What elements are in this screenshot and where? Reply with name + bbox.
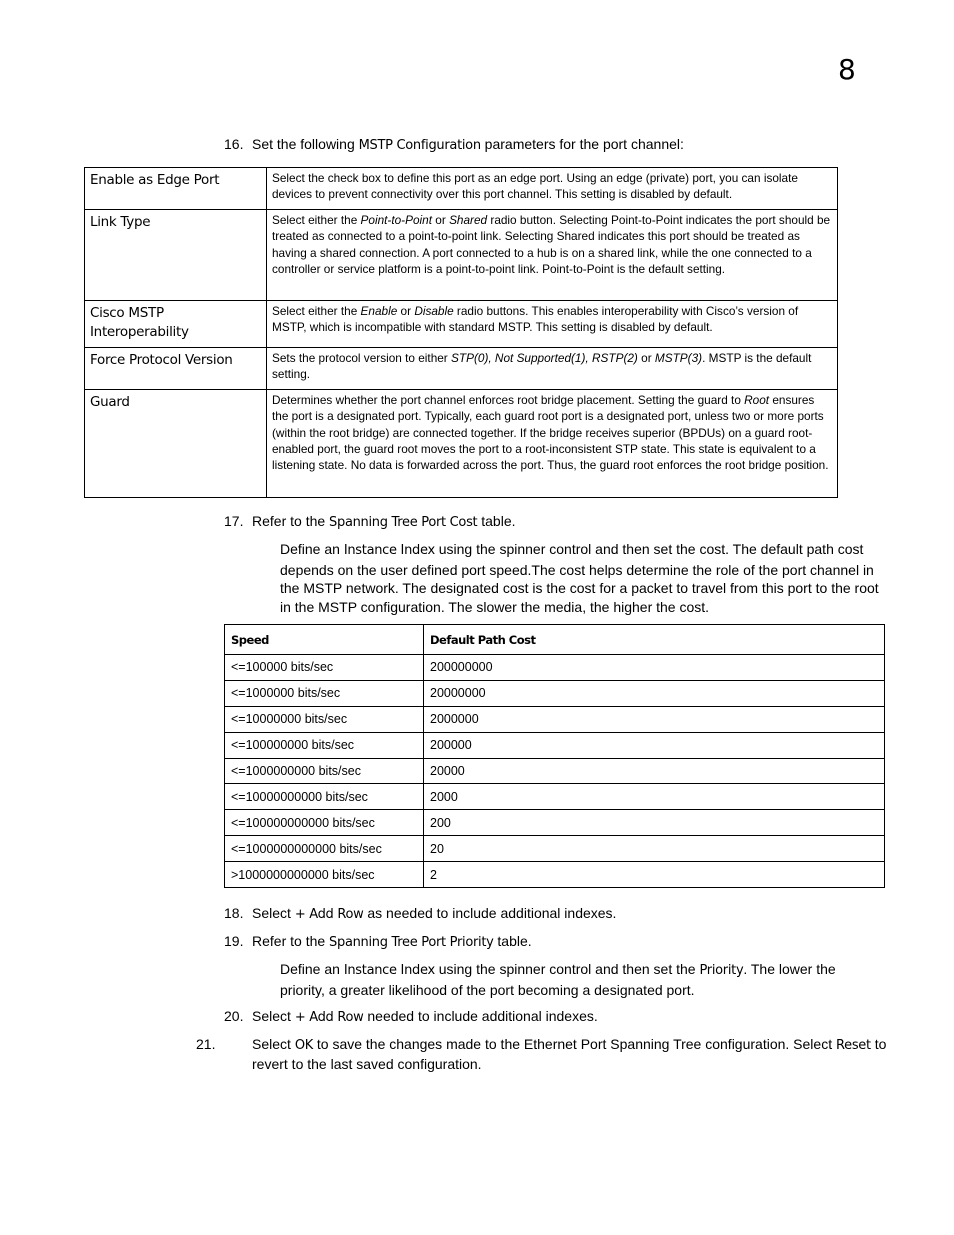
- step-17: [224, 512, 874, 532]
- speed-cell: <=10000000 bits/sec: [225, 706, 424, 732]
- step-text-end: as needed to include additional indexes.: [363, 905, 617, 921]
- port-cost-table: [224, 624, 885, 888]
- step-number: 16.: [224, 136, 244, 152]
- cost-cell: 200000: [424, 732, 885, 758]
- step-text-end: parameters for the port channel:: [480, 136, 684, 152]
- body-bold: Priority: [699, 963, 744, 978]
- body-bold: Instance Index: [343, 543, 435, 558]
- step-20: [224, 1007, 874, 1027]
- step-text: Select: [252, 1036, 295, 1052]
- table-row: [225, 706, 885, 732]
- cost-cell: 2000000: [424, 706, 885, 732]
- desc-text: Select either the: [272, 304, 361, 318]
- step-text-end: table.: [477, 513, 516, 529]
- param-name: Force Protocol Version: [85, 348, 267, 390]
- speed-cell: <=10000000000 bits/sec: [225, 784, 424, 810]
- chapter-number: 8: [838, 53, 856, 86]
- table-row: [225, 784, 885, 810]
- speed-cell: <=1000000000000 bits/sec: [225, 836, 424, 862]
- step-number: 17.: [224, 513, 244, 529]
- param-name: Cisco MSTP Interoperability: [85, 301, 267, 348]
- step-bold: Spanning Tree Port Cost: [329, 515, 478, 530]
- desc-italic: Shared: [449, 213, 488, 227]
- step-19: [224, 932, 874, 952]
- body-text: using the spinner control and then set the: [434, 961, 700, 977]
- step-bold: OK: [294, 1038, 313, 1053]
- step-number: 20.: [224, 1008, 244, 1024]
- step-number: 18.: [224, 905, 244, 921]
- table-row: [225, 862, 885, 888]
- table-row: [85, 301, 838, 348]
- desc-text: or: [397, 304, 415, 318]
- cost-cell: 200: [424, 810, 885, 836]
- body-text: Define an: [280, 961, 344, 977]
- desc-text: Select either the: [272, 213, 361, 227]
- step-text: Set the following: [252, 136, 359, 152]
- step-number: 19.: [224, 933, 244, 949]
- step-21: [196, 1035, 912, 1074]
- param-description: [267, 301, 838, 348]
- desc-text: radio button. Selecting Point-to-Point indicates the port should be treated as connected to a point-to-point link. Selecting Shared indicates this port should be treated as having a shared connection. A port connected to a hub is on a shared link, while the one connected to a controller or service platform is a point-to-point link. Point-to-Point is the default setting.: [272, 213, 831, 276]
- step-16: [224, 135, 874, 155]
- speed-cell: <=1000000 bits/sec: [225, 680, 424, 706]
- step-text-end: needed to include additional indexes.: [363, 1008, 598, 1024]
- desc-italic: Root: [744, 393, 770, 407]
- body-text-end: . The lower the priority, a greater likelihood of the port becoming a designated port.: [280, 961, 836, 998]
- speed-cell: <=100000000 bits/sec: [225, 732, 424, 758]
- step-bold: MSTP Configuration: [358, 138, 481, 153]
- param-name: Enable as Edge Port: [85, 168, 267, 210]
- param-name: Link Type: [85, 210, 267, 301]
- param-description: [267, 348, 838, 390]
- step-bold: + Add Row: [294, 1010, 364, 1025]
- desc-italic: Disable: [414, 304, 454, 318]
- table-row: [85, 210, 838, 301]
- desc-text: ensures the port is a designated port. Typically, each guard root port is a designated port, unless two or more ports (within the root bridge) are connected together. If the bridge receives superior (BPDUs) on a guard root-enabled port, the guard root moves the port to a root-inconsistent STP state. This state is equivalent to a listening state. No data is forwarded across the port. Thus, the guard root enforces the root bridge position.: [272, 393, 829, 473]
- table-row: [225, 810, 885, 836]
- desc-text: . MSTP is the default setting.: [272, 351, 812, 382]
- table-row: [225, 758, 885, 784]
- cost-cell: 20000: [424, 758, 885, 784]
- body-text: Define an: [280, 541, 344, 557]
- step-17-body: [280, 540, 880, 616]
- step-18: [224, 904, 874, 924]
- param-description: [267, 210, 838, 301]
- step-text: Refer to the: [252, 933, 330, 949]
- column-header-cost: Default Path Cost: [424, 625, 885, 655]
- mstp-parameter-table: [84, 167, 838, 498]
- table-row: [225, 836, 885, 862]
- step-19-body: [280, 960, 880, 999]
- cost-cell: 20: [424, 836, 885, 862]
- step-number: 21.: [196, 1036, 216, 1052]
- step-text-end: table.: [493, 933, 532, 949]
- step-bold: + Add Row: [294, 907, 364, 922]
- desc-italic: STP(0), Not Supported(1), RSTP(2): [451, 351, 638, 365]
- cost-cell: 20000000: [424, 680, 885, 706]
- table-row: [225, 655, 885, 681]
- table-header-row: [225, 625, 885, 655]
- desc-text: Determines whether the port channel enforces root bridge placement. Setting the guard to: [272, 393, 745, 407]
- body-text-end: using the spinner control and then set the cost. The default path cost depends on the user defined port speed.The cost helps determine the role of the port channel in the MSTP network. The designated cost is the cost for a packet to travel from this port to the root in the MSTP configuration. The slower the media, the higher the cost.: [280, 541, 879, 615]
- speed-cell: >1000000000000 bits/sec: [225, 862, 424, 888]
- step-bold: Spanning Tree Port Priority: [329, 935, 494, 950]
- desc-italic: Enable: [360, 304, 398, 318]
- column-header-speed: Speed: [225, 625, 424, 655]
- step-text: Refer to the: [252, 513, 330, 529]
- param-name: Guard: [85, 390, 267, 498]
- speed-cell: <=1000000000 bits/sec: [225, 758, 424, 784]
- desc-italic: Point-to-Point: [360, 213, 433, 227]
- desc-italic: MSTP(3): [654, 351, 703, 365]
- speed-cell: <=100000000000 bits/sec: [225, 810, 424, 836]
- table-row: [85, 348, 838, 390]
- speed-cell: <=100000 bits/sec: [225, 655, 424, 681]
- table-row: [225, 732, 885, 758]
- step-text: to save the changes made to the Ethernet Port Spanning Tree configuration. Select: [312, 1036, 836, 1052]
- table-row: [225, 680, 885, 706]
- desc-text: or: [637, 351, 655, 365]
- step-text: Select: [252, 905, 295, 921]
- param-description: [267, 390, 838, 498]
- desc-text: Sets the protocol version to either: [272, 351, 452, 365]
- desc-text: radio buttons. This enables interoperability with Cisco’s version of MSTP, which is incompatible with standard MSTP. This setting is disabled by default.: [272, 304, 799, 335]
- step-text: Select: [252, 1008, 295, 1024]
- table-row: [85, 390, 838, 498]
- table-row: [85, 168, 838, 210]
- step-text-end: to revert to the last saved configuration.: [252, 1036, 887, 1072]
- body-bold: Instance Index: [343, 963, 435, 978]
- param-description: Select the check box to define this port as an edge port. Using an edge (private) port, you can isolate devices to prevent connectivity over this port channel. This setting is disabled by default.: [267, 168, 838, 210]
- cost-cell: 2: [424, 862, 885, 888]
- step-bold: Reset: [835, 1038, 871, 1053]
- cost-cell: 200000000: [424, 655, 885, 681]
- cost-cell: 2000: [424, 784, 885, 810]
- desc-text: or: [432, 213, 450, 227]
